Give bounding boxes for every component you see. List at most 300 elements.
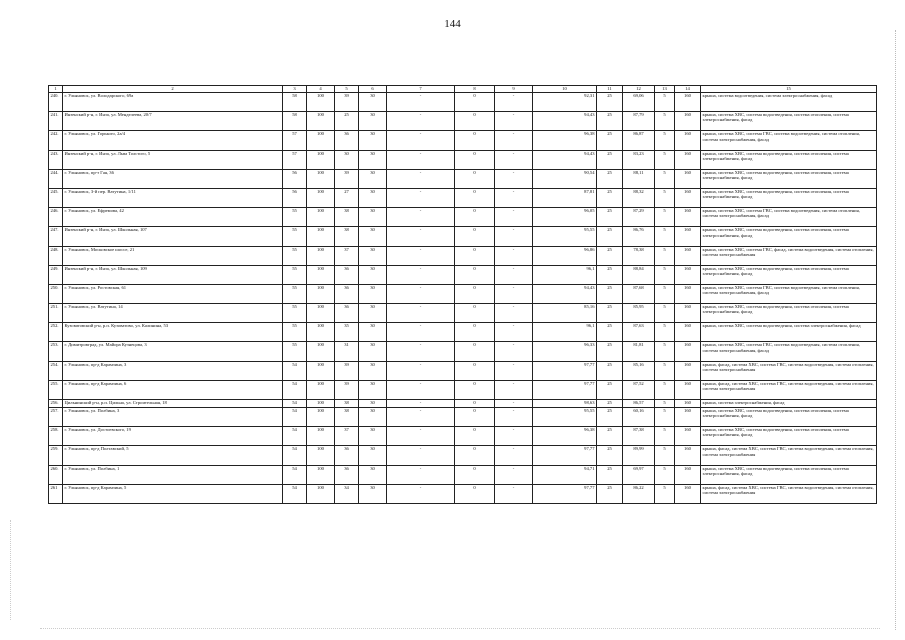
column-header-1: 1 [49, 86, 63, 93]
col11-cell: 25 [597, 93, 623, 112]
col10-cell: 96,38 [533, 427, 597, 446]
column-header-8: 8 [455, 86, 495, 93]
address-cell: г. Ульяновск, ул. Ефремова, 42 [63, 208, 283, 227]
col12-cell: 88,11 [623, 169, 655, 188]
works-cell: крыша, система ХВС, система водоотведения, система отопления, система электроснабжения, фасад [701, 150, 877, 169]
col5-cell: 36 [335, 284, 359, 303]
col10-cell: 95,55 [533, 408, 597, 427]
col14-cell: 160 [675, 93, 701, 112]
row-number: 257. [49, 408, 63, 427]
works-cell: крыша, фасад, система ХВС, система ГВС, система водоотведения, система отопления, система электроснабжения [701, 380, 877, 399]
col4-cell: 100 [307, 169, 335, 188]
table-row [49, 208, 877, 227]
col9-cell: - [495, 484, 533, 503]
row-number: 250. [49, 284, 63, 303]
col9-cell: - [495, 400, 533, 408]
col11-cell: 25 [597, 446, 623, 465]
col7-cell: - [387, 446, 455, 465]
col8-cell: 0 [455, 265, 495, 284]
col6-cell: 30 [359, 284, 387, 303]
address-cell: г. Ульяновск, пр-д Карамзина, 5 [63, 484, 283, 503]
col13-cell: 5 [655, 169, 675, 188]
col3-cell: 55 [283, 208, 307, 227]
col5-cell: 38 [335, 208, 359, 227]
row-number: 243. [49, 150, 63, 169]
col11-cell: 25 [597, 361, 623, 380]
col14-cell: 160 [675, 131, 701, 150]
row-number: 261 [49, 484, 63, 503]
col5-cell: 37 [335, 246, 359, 265]
col13-cell: 5 [655, 408, 675, 427]
col12-cell: 83,23 [623, 150, 655, 169]
col11-cell: 25 [597, 284, 623, 303]
col13-cell: 5 [655, 446, 675, 465]
col5-cell: 38 [335, 408, 359, 427]
table-row [49, 93, 877, 112]
col13-cell: 5 [655, 380, 675, 399]
col7-cell: - [387, 227, 455, 246]
col13-cell: 5 [655, 304, 675, 323]
scan-bottom-noise [40, 628, 880, 630]
table-row [49, 131, 877, 150]
col6-cell: 30 [359, 342, 387, 361]
col12-cell: 86,76 [623, 227, 655, 246]
table-row [49, 227, 877, 246]
table-row [49, 408, 877, 427]
column-header-12: 12 [623, 86, 655, 93]
col11-cell: 25 [597, 427, 623, 446]
col6-cell: 30 [359, 93, 387, 112]
address-cell: Кузоватовский р-н, р.п. Кузоватово, ул. Калинина, 53 [63, 323, 283, 342]
col7-cell: - [387, 112, 455, 131]
works-cell: крыша, система ХВС, система водоотведения, система отопления, система электроснабжения, фасад [701, 169, 877, 188]
col6-cell: 30 [359, 246, 387, 265]
col10-cell: 97,77 [533, 361, 597, 380]
col12-cell: 69,06 [623, 93, 655, 112]
col8-cell: 0 [455, 427, 495, 446]
works-cell: крыша, система ХВС, система ГВС, система водоотведения, система отопления, система электроснабжения, фасад [701, 131, 877, 150]
col7-cell: - [387, 169, 455, 188]
col10-cell: 94,43 [533, 284, 597, 303]
col5-cell: 25 [335, 112, 359, 131]
col11-cell: 25 [597, 323, 623, 342]
col4-cell: 100 [307, 323, 335, 342]
col13-cell: 5 [655, 208, 675, 227]
col13-cell: 5 [655, 484, 675, 503]
works-cell: крыша, система ХВС, система водоотведения, система отопления, система электроснабжения, фасад [701, 304, 877, 323]
col6-cell: 30 [359, 465, 387, 484]
col10-cell: 98,63 [533, 400, 597, 408]
col5-cell: 36 [335, 265, 359, 284]
col5-cell: 31 [335, 342, 359, 361]
col14-cell: 160 [675, 484, 701, 503]
col9-cell: - [495, 380, 533, 399]
col9-cell: - [495, 284, 533, 303]
col14-cell: 160 [675, 465, 701, 484]
col9-cell: - [495, 446, 533, 465]
col9-cell: - [495, 150, 533, 169]
col4-cell: 100 [307, 246, 335, 265]
col8-cell: 0 [455, 304, 495, 323]
col7-cell: - [387, 408, 455, 427]
col12-cell: 78,38 [623, 246, 655, 265]
col7-cell: - [387, 246, 455, 265]
address-cell: г. Ульяновск, пр-д Карамзина, 6 [63, 380, 283, 399]
col9-cell: - [495, 323, 533, 342]
col6-cell: 30 [359, 361, 387, 380]
col10-cell: 94,71 [533, 465, 597, 484]
column-header-10: 10 [533, 86, 597, 93]
col11-cell: 25 [597, 150, 623, 169]
col5-cell: 27 [335, 188, 359, 207]
column-header-14: 14 [675, 86, 701, 93]
col11-cell: 25 [597, 408, 623, 427]
row-number: 240. [49, 93, 63, 112]
address-cell: г. Ульяновск, 3-й пер. Ватутина, 1/11 [63, 188, 283, 207]
col12-cell: 87,63 [623, 323, 655, 342]
col6-cell: 30 [359, 427, 387, 446]
col12-cell: 87,79 [623, 112, 655, 131]
works-cell: крыша, система ХВС, система ГВС, система водоотведения, система отопления, система электроснабжения, фасад [701, 208, 877, 227]
col4-cell: 100 [307, 446, 335, 465]
col12-cell: 86,87 [623, 131, 655, 150]
row-number: 245. [49, 188, 63, 207]
col5-cell: 38 [335, 227, 359, 246]
table-row [49, 361, 877, 380]
col13-cell: 5 [655, 284, 675, 303]
address-cell: г. Ульяновск, ул. Володарского, 69а [63, 93, 283, 112]
col4-cell: 100 [307, 227, 335, 246]
table-row [49, 342, 877, 361]
scan-left-mark [10, 520, 12, 620]
row-number: 248. [49, 246, 63, 265]
col14-cell: 160 [675, 323, 701, 342]
works-cell: крыша, система ХВС, система ГВС, фасад, система водоотведения, система отопления, система электроснабжения [701, 246, 877, 265]
col9-cell: - [495, 265, 533, 284]
col10-cell: 92,31 [533, 93, 597, 112]
col8-cell: 0 [455, 361, 495, 380]
col9-cell: - [495, 465, 533, 484]
column-header-13: 13 [655, 86, 675, 93]
col6-cell: 30 [359, 150, 387, 169]
data-table-container [48, 85, 876, 504]
col3-cell: 55 [283, 323, 307, 342]
col5-cell: 30 [335, 150, 359, 169]
table-row [49, 400, 877, 408]
column-header-15: 15 [701, 86, 877, 93]
col6-cell: 30 [359, 265, 387, 284]
col3-cell: 54 [283, 361, 307, 380]
col13-cell: 5 [655, 323, 675, 342]
col8-cell: 0 [455, 131, 495, 150]
col6-cell: 30 [359, 446, 387, 465]
col9-cell: - [495, 427, 533, 446]
col8-cell: 0 [455, 246, 495, 265]
col14-cell: 160 [675, 284, 701, 303]
col3-cell: 58 [283, 112, 307, 131]
col8-cell: 0 [455, 208, 495, 227]
col7-cell: - [387, 380, 455, 399]
table-header [49, 86, 877, 93]
col3-cell: 55 [283, 227, 307, 246]
row-number: 241. [49, 112, 63, 131]
col4-cell: 100 [307, 208, 335, 227]
col10-cell: 96,05 [533, 208, 597, 227]
col5-cell: 36 [335, 465, 359, 484]
row-number: 242. [49, 131, 63, 150]
col14-cell: 160 [675, 246, 701, 265]
col14-cell: 160 [675, 380, 701, 399]
col4-cell: 100 [307, 400, 335, 408]
col7-cell: - [387, 361, 455, 380]
col3-cell: 57 [283, 131, 307, 150]
column-header-4: 4 [307, 86, 335, 93]
col8-cell: 0 [455, 408, 495, 427]
table-row [49, 150, 877, 169]
col3-cell: 55 [283, 304, 307, 323]
col11-cell: 25 [597, 208, 623, 227]
col10-cell: 97,77 [533, 446, 597, 465]
table-row [49, 284, 877, 303]
address-cell: г. Ульяновск, ул. Ростовская, 61 [63, 284, 283, 303]
col14-cell: 160 [675, 304, 701, 323]
col7-cell: - [387, 150, 455, 169]
works-cell: крыша, система ХВС, система ГВС, система водоотведения, система отопления, система электроснабжения, фасад [701, 342, 877, 361]
col11-cell: 25 [597, 131, 623, 150]
col13-cell: 5 [655, 150, 675, 169]
col14-cell: 160 [675, 361, 701, 380]
row-number: 255. [49, 380, 63, 399]
col13-cell: 5 [655, 400, 675, 408]
table-row [49, 427, 877, 446]
col7-cell: - [387, 427, 455, 446]
col5-cell: 39 [335, 361, 359, 380]
table-row [49, 304, 877, 323]
col3-cell: 54 [283, 400, 307, 408]
col6-cell: 30 [359, 169, 387, 188]
col11-cell: 25 [597, 246, 623, 265]
works-cell: крыша, система электроснабжения, фасад [701, 400, 877, 408]
col11-cell: 25 [597, 484, 623, 503]
col11-cell: 25 [597, 112, 623, 131]
col4-cell: 100 [307, 284, 335, 303]
col13-cell: 5 [655, 246, 675, 265]
col5-cell: 37 [335, 427, 359, 446]
col5-cell: 38 [335, 400, 359, 408]
col10-cell: 96,38 [533, 131, 597, 150]
column-header-9: 9 [495, 86, 533, 93]
col13-cell: 5 [655, 93, 675, 112]
scan-margin-mark [895, 30, 897, 630]
col4-cell: 100 [307, 408, 335, 427]
col14-cell: 160 [675, 188, 701, 207]
address-cell: г. Ульяновск, ул. Ватутина, 14 [63, 304, 283, 323]
col5-cell: 36 [335, 304, 359, 323]
col3-cell: 54 [283, 446, 307, 465]
col6-cell: 30 [359, 131, 387, 150]
col11-cell: 25 [597, 400, 623, 408]
col9-cell: - [495, 342, 533, 361]
address-cell: г. Ульяновск, ул. Достоевского, 19 [63, 427, 283, 446]
col5-cell: 35 [335, 323, 359, 342]
col13-cell: 5 [655, 131, 675, 150]
col13-cell: 5 [655, 265, 675, 284]
table-row [49, 446, 877, 465]
col7-cell: - [387, 208, 455, 227]
col7-cell: - [387, 304, 455, 323]
col8-cell: 0 [455, 484, 495, 503]
col13-cell: 5 [655, 227, 675, 246]
col11-cell: 25 [597, 265, 623, 284]
row-number: 258. [49, 427, 63, 446]
address-cell: г. Ульяновск, Московское шоссе, 21 [63, 246, 283, 265]
works-cell: крыша, система ХВС, система водоотведения, система отопления, система электроснабжения, фасад [701, 465, 877, 484]
col12-cell: 87,38 [623, 427, 655, 446]
column-header-2: 2 [63, 86, 283, 93]
row-number: 244. [49, 169, 63, 188]
row-number: 247. [49, 227, 63, 246]
row-number: 252. [49, 323, 63, 342]
col4-cell: 100 [307, 131, 335, 150]
col14-cell: 160 [675, 208, 701, 227]
col9-cell: - [495, 208, 533, 227]
table-row [49, 112, 877, 131]
col7-cell: - [387, 131, 455, 150]
col12-cell: 86,57 [623, 400, 655, 408]
col6-cell: 30 [359, 484, 387, 503]
col9-cell: - [495, 93, 533, 112]
col10-cell: 97,77 [533, 484, 597, 503]
col11-cell: 25 [597, 342, 623, 361]
col4-cell: 100 [307, 361, 335, 380]
col6-cell: 30 [359, 408, 387, 427]
works-cell: крыша, система ХВС, система водоотведения, система электроснабжения, фасад [701, 323, 877, 342]
col7-cell: - [387, 400, 455, 408]
col8-cell: 0 [455, 284, 495, 303]
col3-cell: 55 [283, 342, 307, 361]
col14-cell: 160 [675, 427, 701, 446]
address-cell: г. Димитровград, ул. Майора Кузнецова, 3 [63, 342, 283, 361]
works-cell: крыша, система водоотведения, система электроснабжения, фасад [701, 93, 877, 112]
col9-cell: - [495, 246, 533, 265]
col8-cell: 0 [455, 93, 495, 112]
col11-cell: 25 [597, 380, 623, 399]
col11-cell: 25 [597, 304, 623, 323]
col8-cell: 0 [455, 188, 495, 207]
col8-cell: 0 [455, 227, 495, 246]
col10-cell: 85,16 [533, 304, 597, 323]
col4-cell: 100 [307, 150, 335, 169]
col3-cell: 55 [283, 265, 307, 284]
header-row [49, 86, 877, 93]
table-row [49, 169, 877, 188]
table-row [49, 380, 877, 399]
col4-cell: 100 [307, 265, 335, 284]
col12-cell: 69,97 [623, 465, 655, 484]
col7-cell: - [387, 265, 455, 284]
col12-cell: 85,16 [623, 361, 655, 380]
col8-cell: 0 [455, 150, 495, 169]
col7-cell: - [387, 93, 455, 112]
col3-cell: 54 [283, 427, 307, 446]
col14-cell: 160 [675, 265, 701, 284]
row-number: 259. [49, 446, 63, 465]
col10-cell: 87,81 [533, 188, 597, 207]
works-cell: крыша, система ХВС, система ГВС, система водоотведения, система отопления, система электроснабжения, фасад [701, 284, 877, 303]
col6-cell: 30 [359, 304, 387, 323]
col9-cell: - [495, 188, 533, 207]
table-row [49, 465, 877, 484]
col5-cell: 36 [335, 131, 359, 150]
row-number: 254. [49, 361, 63, 380]
col4-cell: 100 [307, 465, 335, 484]
col13-cell: 5 [655, 427, 675, 446]
col10-cell: 96,1 [533, 323, 597, 342]
col13-cell: 5 [655, 112, 675, 131]
works-cell: крыша, система ХВС, система водоотведения, система отопления, система электроснабжения, фасад [701, 265, 877, 284]
col4-cell: 100 [307, 484, 335, 503]
address-cell: г. Ульяновск, ул. Полбина, 3 [63, 408, 283, 427]
col7-cell: - [387, 484, 455, 503]
col5-cell: 39 [335, 169, 359, 188]
col12-cell: 85,95 [623, 304, 655, 323]
address-cell: Инзенский р-н, г. Инза, ул. Менделеева, 20/7 [63, 112, 283, 131]
col12-cell: 87,52 [623, 380, 655, 399]
col10-cell: 96,1 [533, 265, 597, 284]
col14-cell: 160 [675, 150, 701, 169]
col9-cell: - [495, 227, 533, 246]
column-header-6: 6 [359, 86, 387, 93]
col6-cell: 30 [359, 227, 387, 246]
col6-cell: 30 [359, 380, 387, 399]
col10-cell: 94,43 [533, 112, 597, 131]
works-cell: крыша, система ХВС, система водоотведения, система отопления, система электроснабжения, фасад [701, 112, 877, 131]
col9-cell: - [495, 304, 533, 323]
address-cell: Инзенский р-н, г. Инза, ул. Школьная, 109 [63, 265, 283, 284]
address-cell: г. Ульяновск, пр-д Карамзина, 3 [63, 361, 283, 380]
col4-cell: 100 [307, 304, 335, 323]
col9-cell: - [495, 112, 533, 131]
address-cell: Инзенский р-н, г. Инза, ул. Льва Толстого, 5 [63, 150, 283, 169]
col9-cell: - [495, 169, 533, 188]
works-cell: крыша, фасад, система ХВС, система ГВС, система водоотведения, система отопления, система электроснабжения [701, 484, 877, 503]
col12-cell: 88,84 [623, 265, 655, 284]
col11-cell: 25 [597, 188, 623, 207]
col4-cell: 100 [307, 342, 335, 361]
col14-cell: 160 [675, 342, 701, 361]
col11-cell: 25 [597, 465, 623, 484]
works-cell: крыша, фасад, система ХВС, система ГВС, система водоотведения, система отопления, система электроснабжения [701, 361, 877, 380]
address-cell: г. Ульяновск, ул. Горького, 2а/4 [63, 131, 283, 150]
works-cell: крыша, фасад, система ХВС, система ГВС, система водоотведения, система отопления, система электроснабжения [701, 446, 877, 465]
col7-cell: - [387, 342, 455, 361]
address-cell: г. Ульяновск, пр-т Гая, 36 [63, 169, 283, 188]
col6-cell: 30 [359, 323, 387, 342]
col10-cell: 96,33 [533, 342, 597, 361]
col12-cell: 81,81 [623, 342, 655, 361]
col8-cell: 0 [455, 112, 495, 131]
col5-cell: 36 [335, 446, 359, 465]
table-body [49, 93, 877, 504]
col7-cell: - [387, 188, 455, 207]
col13-cell: 5 [655, 465, 675, 484]
col7-cell: - [387, 284, 455, 303]
col14-cell: 160 [675, 400, 701, 408]
col11-cell: 25 [597, 169, 623, 188]
table-row [49, 484, 877, 503]
col10-cell: 96,86 [533, 246, 597, 265]
table-row [49, 246, 877, 265]
